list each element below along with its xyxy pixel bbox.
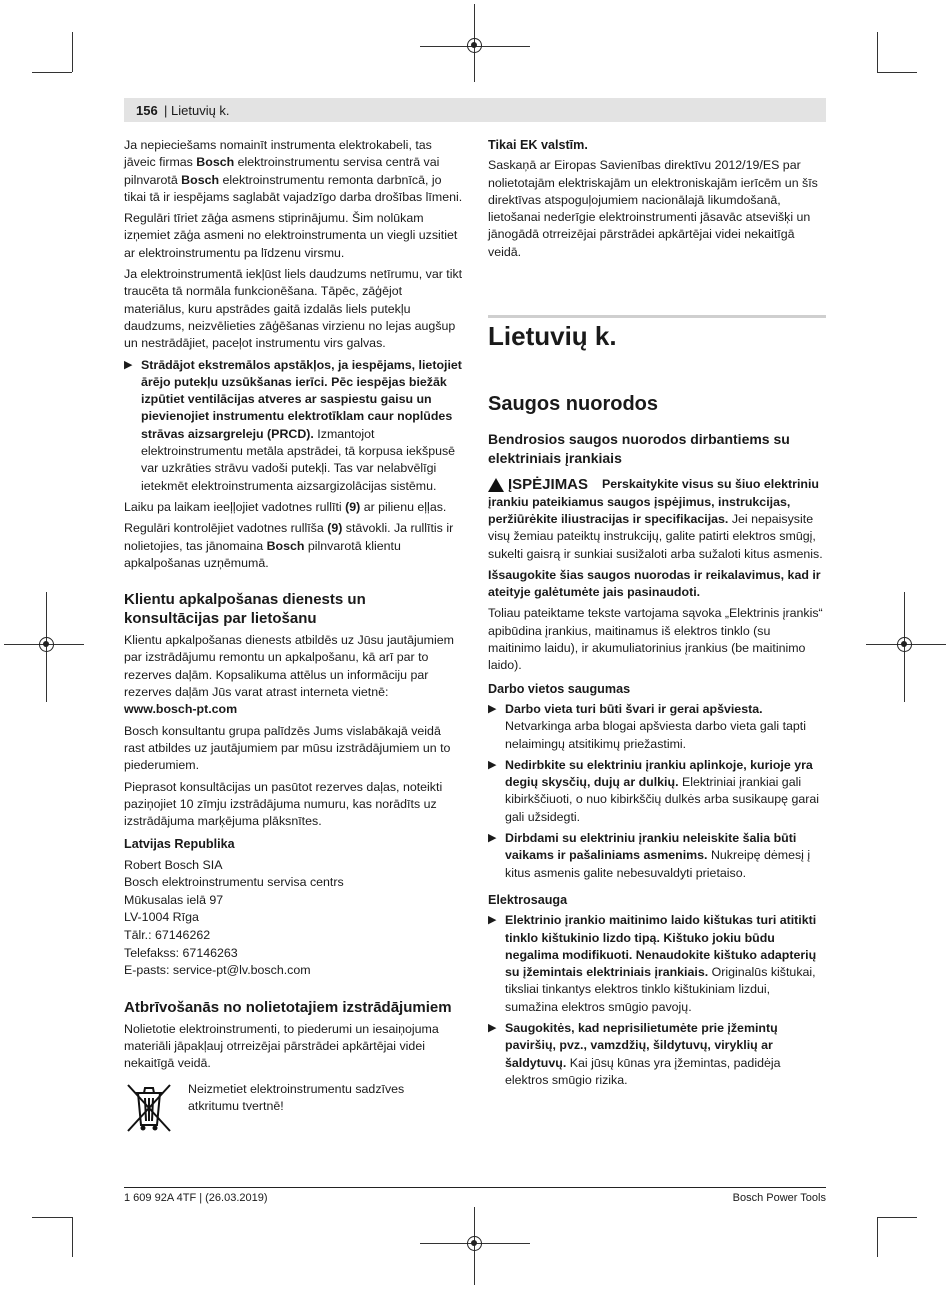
- warning-bold-text: Perskaitykite visus su šiuo elektriniu įrankiu pateikiamus saugos įspėjimus, instrukcijas, peržiūrėkite iliustracijas ir specifikacijas.: [488, 477, 819, 526]
- paragraph: Regulāri kontrolējiet vadotnes rullīša (9) stāvokli. Ja rullītis ir nolietojies, tas jānomaina Bosch pilnvarotā klientu apkalpošanas uzņēmumā.: [124, 521, 454, 570]
- right-column: [488, 137, 826, 1093]
- paragraph: Saskaņā ar Eiropas Savienības direktīvu 2012/19/ES par nolietotajām elektriskajām un elektroniskajām ierīcēm un šīs direktīvas atspoguļojumiem nacionālajā likumdošanā, lietošanai nederīgie elektroinstrumenti jāsavāc atsevišķi un jānogādā otrreizējai pārstrādei apkārtējai videi nekaitīgā veidā.: [488, 158, 818, 259]
- bullet-item: ▶ Saugokitės, kad neprisilietumėte prie įžemintų paviršių, pvz., vamzdžių, šildytuvų, viryklių ar šaldytuvų. Kai jūsų kūnas yra įžemintas, padidėja elektros smūgio rizika.: [488, 1020, 781, 1087]
- bullet-item: ▶ Elektrinio įrankio maitinimo laido kištukas turi atitikti tinklo kištukinio lizdo tipą. Kištuko jokiu būdu negalima modifikuoti. Nenaudokite kištuko adapterių su įžemintais elektriniais įrankiais. Originalūs kištukai, tiksliai tinkantys elektros tinklo kištukiniam lizdui, sumažina elektros smūgio pavojų.: [488, 913, 817, 1014]
- crop-mark: [877, 1217, 917, 1218]
- bullet-item: ▶ Darbo vieta turi būti švari ir gerai apšviesta. Netvarkinga arba blogai apšviesta darbo vieta gali tapti nelaimingų atsitikimų priežastimi.: [488, 701, 806, 751]
- page-header: [124, 98, 826, 122]
- website-url: www.bosch-pt.com: [124, 702, 238, 717]
- registration-mark-icon: [897, 637, 912, 652]
- header-language: | Lietuvių k.: [164, 103, 230, 118]
- address-block: [124, 857, 464, 980]
- address-line: Telefakss: 67146263: [124, 945, 238, 960]
- bullet-item: ▶ Nedirbkite su elektriniu įrankiu aplinkoje, kurioje yra degių skysčių, dujų ar dulkių. Elektriniai įrankiai gali kibirkščiuoti, o nuo kibirkščių dulkės arba susikaupę garai gali užsidegti.: [488, 757, 820, 824]
- address-line: Bosch elektroinstrumentu servisa centrs: [124, 875, 344, 890]
- country-heading: Latvijas Republika: [124, 837, 235, 852]
- footer-rule: [124, 1187, 826, 1188]
- disposal-warning-text: Neizmetiet elektroinstrumentu sadzīves atkritumu tvertnē!: [188, 1081, 405, 1114]
- crop-mark: [32, 1217, 72, 1218]
- paragraph: Išsaugokite šias saugos nuorodas ir reikalavimus, kad ir ateityje galėtumėte jais pasinaudoti.: [488, 567, 821, 600]
- address-line: Tālr.: 67146262: [124, 928, 211, 943]
- paragraph: Nolietotie elektroinstrumenti, to piederumi un iesaiņojuma materiāli jāpakļauj otrreizējai pārstrādei apkārtējai videi nekaitīgā veidā.: [124, 1021, 439, 1071]
- registration-mark-icon: [467, 1236, 482, 1251]
- bullet-arrow-icon: ▶: [488, 914, 497, 927]
- footer-left: 1 609 92A 4TF | (26.03.2019): [124, 1192, 268, 1204]
- crop-mark: [877, 72, 917, 73]
- bullet-arrow-icon: ▶: [488, 1021, 497, 1034]
- crop-mark: [72, 1217, 73, 1257]
- paragraph: Laiku pa laikam ieeļļojiet vadotnes rullīti (9) ar pilienu eļļas.: [124, 499, 447, 514]
- paragraph: Klientu apkalpošanas dienests atbildēs uz Jūsu jautājumiem par izstrādājumu remontu un apkalpošanu, kā arī par to rezerves daļām. Kopsalikuma attēlus un informāciju par rezerves daļām Jūs varat atrast interneta vietnē:: [124, 633, 454, 700]
- warning-text: Jei nepaisysite visų žemiau pateiktų instrukcijų, galite patirti elektros smūgį, sukelti gaisrą ir sunkiai susižaloti arba sužaloti kitus asmenis.: [488, 511, 823, 561]
- warning-label: ĮSPĖJIMAS: [488, 476, 588, 493]
- page-number: 156: [136, 103, 158, 118]
- subsection-heading: Darbo vietos saugumas: [488, 681, 631, 696]
- address-line: Robert Bosch SIA: [124, 857, 223, 872]
- paragraph: Ja elektroinstrumentā iekļūst liels daudzums netīrumu, var tikt traucēta tā normāla funkcionēšana. Tāpēc, zāģējot materiālus, kuru apstrādes gaitā izdalās liels putekļu daudzums, neizvēlieties zāģēšanas virzienu no lejas augšup un nestrādājiet, paceļot instrumentu virs galvas.: [124, 267, 463, 351]
- warning-triangle-icon: [488, 478, 504, 492]
- language-title: Lietuvių k.: [488, 321, 617, 352]
- section-divider: [488, 315, 826, 318]
- registration-mark-icon: [39, 637, 54, 652]
- section-heading: Saugos nuorodos: [488, 393, 658, 416]
- bullet-arrow-icon: ▶: [488, 758, 497, 771]
- bullet-arrow-icon: ▶: [124, 358, 133, 371]
- warning-block: [488, 476, 826, 562]
- bullet-item: ▶ Dirbdami su elektriniu įrankiu neleiskite šalia būti vaikams ir pašaliniams asmenims. Nukreipę dėmesį į kitus asmenis galite nebesuvaldyti prietaiso.: [488, 831, 811, 880]
- address-line: LV-1004 Rīga: [124, 910, 199, 925]
- address-line: Mūkusalas ielā 97: [124, 892, 224, 907]
- crop-mark: [32, 72, 72, 73]
- paragraph: Regulāri tīriet zāģa asmens stiprinājumu. Šim nolūkam izņemiet zāģa asmeni no elektroinstrumenta un viegli uzsitiet ar elektroinstrumentu pa līdzenu virsmu.: [124, 211, 458, 260]
- crossed-bin-icon: [124, 1081, 174, 1133]
- paragraph: Pieprasot konsultācijas un pasūtot rezerves daļas, noteikti paziņojiet 10 zīmju izstrādājuma numuru, kas norādīts uz izstrādājuma marķējuma plāksnītes.: [124, 779, 443, 829]
- section-heading: Atbrīvošanās no nolietotajiem izstrādājumiem: [124, 998, 452, 1016]
- paragraph: Ja nepieciešams nomainīt instrumenta elektrokabeli, tas jāveic firmas Bosch elektroinstrumentu servisa centrā vai pilnvarotā Bosch elektroinstrumentu remonta darbnīcā, jo tikai tā ir iespējams saglabāt vajadzīgo darba drošības līmeni.: [124, 138, 463, 204]
- bullet-arrow-icon: ▶: [488, 832, 497, 845]
- crop-mark: [72, 32, 73, 72]
- subsection-heading: Bendrosios saugos nuorodos dirbantiems su elektriniais įrankiais: [488, 431, 790, 467]
- section-heading: Klientu apkalpošanas dienests un konsultācijas par lietošanu: [124, 591, 366, 628]
- footer-right: Bosch Power Tools: [732, 1192, 826, 1204]
- crop-mark: [877, 1217, 878, 1257]
- subsection-heading: Elektrosauga: [488, 892, 568, 907]
- disposal-note: [124, 1081, 464, 1133]
- registration-mark-icon: [467, 38, 482, 53]
- crop-mark: [877, 32, 878, 72]
- paragraph: Toliau pateiktame tekste vartojama sąvoka „Elektrinis įrankis“ apibūdina įrankius, maitinamus iš elektros tinklo (su maitinimo laidu), ir akumuliatorinius įrankius (be maitinimo laido).: [488, 606, 823, 673]
- address-line: E-pasts: service-pt@lv.bosch.com: [124, 963, 311, 978]
- paragraph: Bosch konsultantu grupa palīdzēs Jums vislabākajā veidā rast atbildes uz jautājumiem par mūsu izstrādājumiem un to piederumiem.: [124, 723, 451, 773]
- bullet-arrow-icon: ▶: [488, 702, 497, 715]
- ek-heading: Tikai EK valstīm.: [488, 138, 588, 152]
- bullet-item: ▶ Strādājot ekstremālos apstākļos, ja iespējams, lietojiet ārējo putekļu uzsūkšanas ierīci. Pēc iespējas biežāk izpūtiet ventilācijas atveres ar saspiestu gaisu un pievienojiet instrumentu elektrotīklam caur noplūdes strāvas aizsargreleju (PRCD). Izmantojot elektroinstrumentu metāla apstrādei, tā korpusa iekšpusē var uzkrāties strāvu vadoši putekļi. Tas var nelabvēlīgi ietekmēt elektroinstrumenta aizsargizolācijas sistēmu.: [124, 357, 462, 493]
- left-column: [124, 137, 464, 1133]
